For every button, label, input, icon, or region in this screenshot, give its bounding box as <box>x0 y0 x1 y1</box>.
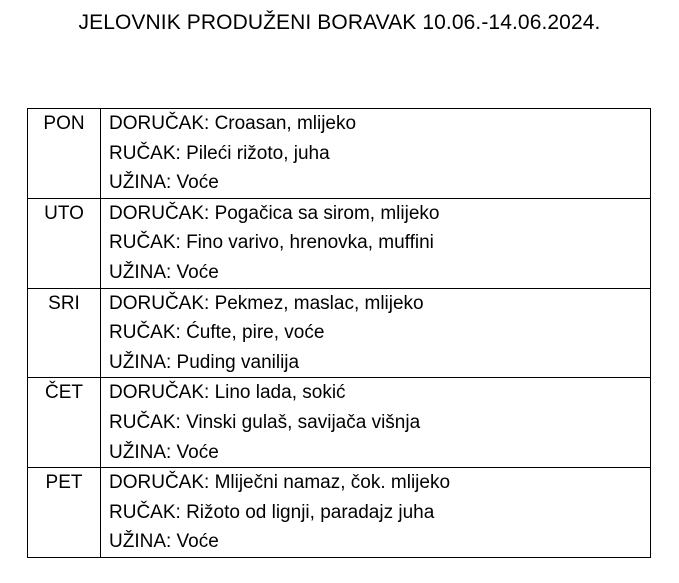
breakfast-line: DORUČAK: Pogačica sa sirom, mlijeko <box>109 202 440 224</box>
lunch-line: RUČAK: Vinski gulaš, savijača višnja <box>109 411 421 433</box>
day-cell: UTO <box>28 198 101 288</box>
breakfast-line: DORUČAK: Lino lada, sokić <box>109 382 346 404</box>
menu-table <box>27 108 651 558</box>
day-cell: SRI <box>28 288 101 378</box>
table-row <box>28 198 651 288</box>
table-row <box>28 378 651 468</box>
snack-line: UŽINA: Voće <box>109 441 219 463</box>
lunch-line: RUČAK: Ćufte, pire, voće <box>109 322 325 344</box>
meals-cell <box>101 468 651 558</box>
table-row <box>28 468 651 558</box>
snack-line: UŽINA: Puding vanilija <box>109 351 300 373</box>
breakfast-line: DORUČAK: Pekmez, maslac, mlijeko <box>109 292 424 314</box>
lunch-line: RUČAK: Fino varivo, hrenovka, muffini <box>109 232 434 254</box>
page-title: JELOVNIK PRODUŽENI BORAVAK 10.06.-14.06.2024. <box>78 11 601 34</box>
meals-cell <box>101 109 651 199</box>
snack-line: UŽINA: Voće <box>109 531 219 553</box>
day-cell: ČET <box>28 378 101 468</box>
meals-cell <box>101 198 651 288</box>
breakfast-line: DORUČAK: Mliječni namaz, čok. mlijeko <box>109 472 451 494</box>
snack-line: UŽINA: Voće <box>109 172 219 194</box>
meals-cell <box>101 378 651 468</box>
table-row <box>28 288 651 378</box>
lunch-line: RUČAK: Rižoto od lignji, paradajz juha <box>109 501 435 523</box>
table-row <box>28 109 651 199</box>
lunch-line: RUČAK: Pileći rižoto, juha <box>109 142 330 164</box>
snack-line: UŽINA: Voće <box>109 261 219 283</box>
meals-cell <box>101 288 651 378</box>
breakfast-line: DORUČAK: Croasan, mlijeko <box>109 113 357 134</box>
day-cell: PON <box>28 109 101 199</box>
day-cell: PET <box>28 468 101 558</box>
